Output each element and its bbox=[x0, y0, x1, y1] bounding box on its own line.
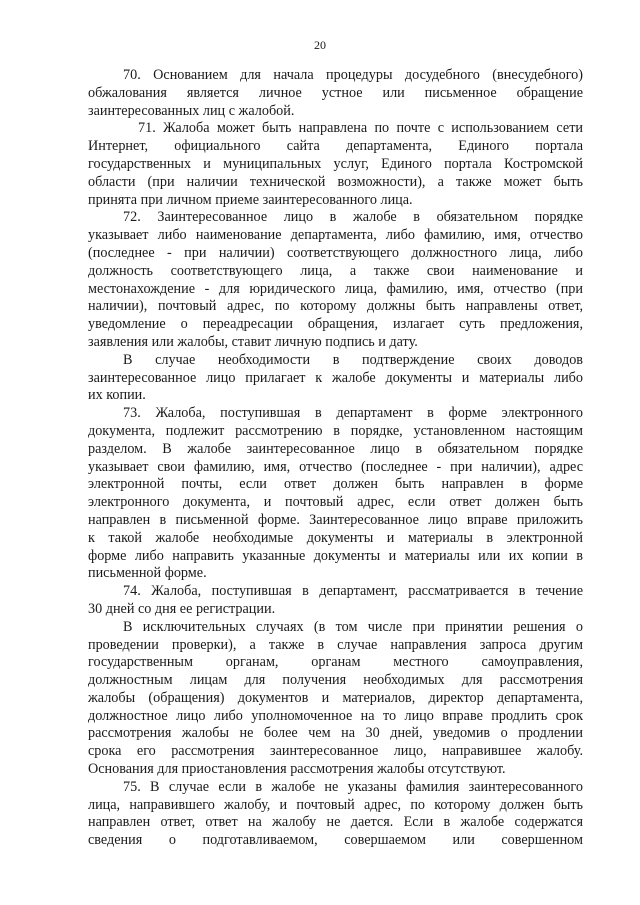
text-line: заявления или жалобы, ставит личную подпись и дату. bbox=[88, 333, 418, 350]
text-line: их копии. bbox=[88, 387, 146, 404]
text-line: области (при наличии технической возможности), а также может быть bbox=[88, 173, 583, 190]
text-line: к такой жалобе необходимые документы и материалы в электронной bbox=[88, 529, 583, 546]
text-line: рассмотрения жалобы не более чем на 30 дней, уведомив о продлении bbox=[88, 725, 583, 742]
paragraph-75 bbox=[88, 779, 583, 850]
text-line: 75. В случае если в жалобе не указаны фамилия заинтересованного bbox=[123, 778, 583, 795]
paragraph-72 bbox=[88, 209, 583, 351]
text-line: 30 дней со дня ее регистрации. bbox=[88, 600, 276, 617]
text-line: лица, направившего жалобу, и почтовый адрес, по которому должен быть bbox=[88, 796, 583, 813]
text-line: местонахождение - для юридического лица, фамилию, имя, отчество (при bbox=[88, 280, 583, 297]
paragraph-71 bbox=[88, 120, 583, 209]
page-number: 20 bbox=[314, 38, 326, 52]
text-line: заинтересованных лиц с жалобой. bbox=[88, 102, 295, 119]
paragraph-73 bbox=[88, 405, 583, 583]
text-line: электронной почты, если ответ должен быть направлен в форме bbox=[88, 476, 583, 493]
text-line: В исключительных случаях (в том числе при принятии решения о bbox=[123, 618, 583, 635]
text-line: 74. Жалоба, поступившая в департамент, рассматривается в течение bbox=[123, 583, 583, 600]
text-line: принята при личном приеме заинтересованного лица. bbox=[88, 191, 413, 208]
text-line: направлен ответ, ответ на жалобу не дается. Если в жалобе содержатся bbox=[88, 814, 583, 831]
text-line: направлен в письменной форме. Заинтересованное лицо вправе приложить bbox=[88, 511, 583, 528]
text-line: срока его рассмотрения заинтересованное лицо, направившее жалобу. bbox=[88, 743, 583, 760]
text-line: 72. Заинтересованное лицо в жалобе в обязательном порядке bbox=[123, 209, 583, 226]
text-line: разделом. В жалобе заинтересованное лицо в обязательном порядке bbox=[88, 440, 583, 457]
text-line: жалобы (обращения) документов и материалов, директор департамента, bbox=[88, 689, 583, 706]
text-line: Основания для приостановления рассмотрения жалобы отсутствуют. bbox=[88, 761, 506, 778]
text-line: форме либо направить указанные документы и материалы или их копии в bbox=[88, 547, 583, 564]
text-line: (последнее - при наличии) соответствующего должностного лица, либо bbox=[88, 244, 583, 261]
paragraph-72-supplement bbox=[88, 352, 583, 405]
text-line: В случае необходимости в подтверждение своих доводов bbox=[123, 351, 583, 368]
text-line: государственным органам, органам местного самоуправления, bbox=[88, 654, 583, 671]
text-line: письменной форме. bbox=[88, 565, 207, 582]
text-line: 70. Основанием для начала процедуры досудебного (внесудебного) bbox=[123, 67, 583, 83]
text-line: заинтересованное лицо прилагает к жалобе документы и материалы либо bbox=[88, 369, 583, 386]
text-line: 71. Жалоба может быть направлена по почте с использованием сети bbox=[138, 120, 583, 137]
text-line: 73. Жалоба, поступившая в департамент в форме электронного bbox=[123, 405, 583, 422]
text-line: сведения о подготавливаемом, совершаемом или совершенном bbox=[88, 832, 583, 849]
text-line: должностное лицо либо уполномоченное на то лицо вправе продлить срок bbox=[88, 707, 583, 724]
text-line: уведомление о переадресации обращения, излагает суть предложения, bbox=[88, 316, 583, 333]
text-line: должностным лицам для получения необходимых для рассмотрения bbox=[88, 672, 583, 689]
text-line: обжалования является личное устное или письменное обращение bbox=[88, 84, 583, 101]
paragraph-74 bbox=[88, 583, 583, 619]
text-line: проведении проверки), а также в случае направления запроса другим bbox=[88, 636, 583, 653]
text-line: наличии), почтовый адрес, по которому должны быть направлены ответ, bbox=[88, 298, 583, 315]
text-line: Интернет, официального сайта департамента, Единого портала bbox=[88, 138, 583, 155]
text-line: электронного документа, и почтовый адрес, если ответ должен быть bbox=[88, 494, 583, 511]
text-line: государственных и муниципальных услуг, Единого портала Костромской bbox=[88, 155, 583, 172]
paragraph-74-supplement bbox=[88, 619, 583, 779]
text-line: указывает либо наименование департамента, либо фамилию, имя, отчество bbox=[88, 227, 583, 244]
document-body bbox=[88, 67, 583, 850]
text-line: должность соответствующего лица, а также свои наименование и bbox=[88, 262, 583, 279]
paragraph-70 bbox=[88, 67, 583, 120]
text-line: указывает свои фамилию, имя, отчество (последнее - при наличии), адрес bbox=[88, 458, 583, 475]
text-line: документа, подлежит рассмотрению в порядке, установленном настоящим bbox=[88, 422, 583, 439]
